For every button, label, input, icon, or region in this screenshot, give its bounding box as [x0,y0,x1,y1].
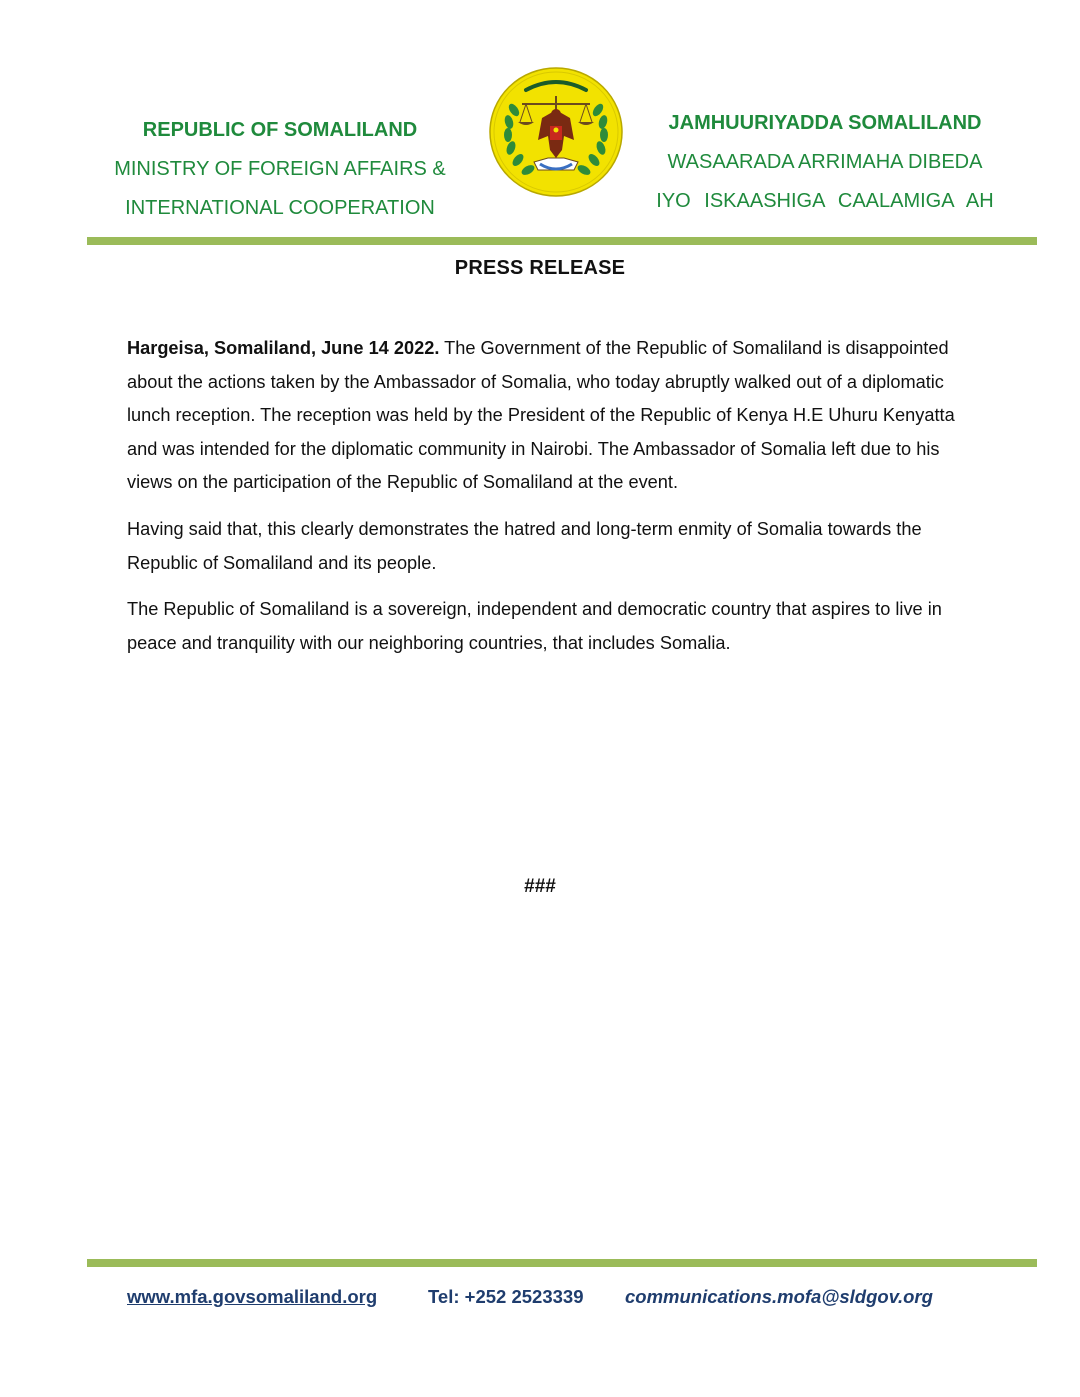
dateline: Hargeisa, Somaliland, June 14 2022. [127,338,440,358]
coat-of-arms-icon [488,66,624,198]
telephone-number: Tel: +252 2523339 [428,1286,584,1307]
ministry-name-somali: WASAARADA ARRIMAHA DIBEDA [667,151,983,173]
footer-divider [87,1259,1037,1267]
email-address[interactable]: communications.mofa@sldgov.org [625,1286,933,1307]
press-release-body [127,332,967,673]
header-divider [87,237,1037,245]
paragraph-1 [127,332,967,500]
paragraph-1-text: The Government of the Republic of Somaliland is disappointed about the actions taken by the Ambassador of Somalia, who today abruptly walked out of a diplomatic lunch reception. The reception was held by the President of the Republic of Kenya H.E Uhuru Kenyatta and was intended for the diplomatic community in Nairobi. The Ambassador of Somalia left due to his views on the participation of the Republic of Somaliland at the event. [127,338,955,493]
ministry-name-somali-cont: IYO ISKAASHIGA CAALAMIGA AH [656,190,994,212]
website-link[interactable]: www.mfa.govsomaliland.org [127,1286,378,1307]
end-mark: ### [524,876,556,897]
ministry-name-english: MINISTRY OF FOREIGN AFFAIRS & [114,158,446,180]
header-english [90,111,470,228]
paragraph-3: The Republic of Somaliland is a sovereign, independent and democratic country that aspires to live in peace and tranquility with our neighboring countries, that includes Somalia. [127,599,942,653]
ministry-name-english-cont: INTERNATIONAL COOPERATION [125,197,435,219]
document-title: PRESS RELEASE [454,257,626,279]
country-name-english: REPUBLIC OF SOMALILAND [142,119,418,141]
country-name-somali: JAMHUURIYADDA SOMALILAND [668,112,982,134]
header-somali [630,104,1020,221]
paragraph-2: Having said that, this clearly demonstrates the hatred and long-term enmity of Somalia towards the Republic of Somaliland and its people. [127,518,922,573]
